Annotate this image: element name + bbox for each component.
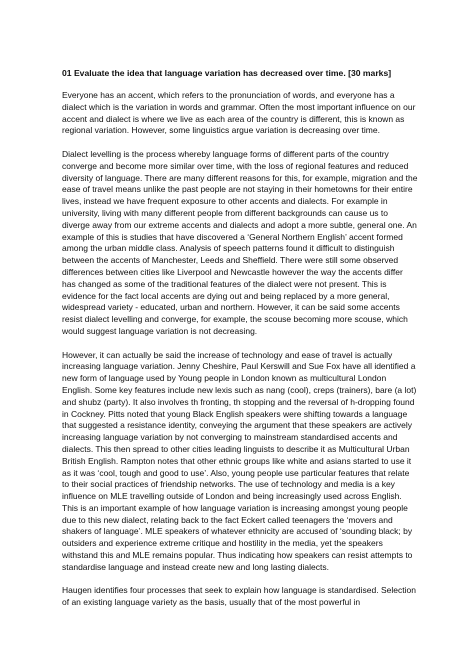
paragraph-haugen: Haugen identifies four processes that seek to explain how language is standardised. Selection of an existing language variety as the basis, usually that of the most powerful in [62, 585, 416, 608]
paragraph-mle: However, it can actually be said the increase of technology and ease of travel is actually increasing language variation. Jenny Cheshire, Paul Kerswill and Sue Fox have all identified a new form of language used by Young people in London known as multicultural London English. Some key features include new lexis such as nang (cool), creps (trainers), bare (a lot) and shubz (party). It also involves th fronting, th stopping and the reversal of h-dropping found in Cockney. Pitts noted that young Black English speakers were shifting towards a language that suggested a resistance identity, conveying the argument that these speakers are actively increasing language variation by not converging to mainstream standardised accents and dialects. This then spread to other cities leading linguists to describe it as Multicultural Urban British English. Rampton notes that other ethnic groups like white and asians started to use it as it was ‘cool, tough and good to use’. Also, young people use particular features that relate to their social practices of friendship networks. The use of technology and media is a key influence on MLE travelling outside of London and being increasingly used across English. This is an important example of how language variation is increasing amongst young people due to this new dialect, relating back to the fact Eckert called teenagers the ‘movers and shakers of language’. MLE speakers of whatever ethnicity are accused of ‘sounding black; by outsiders and experience extreme critique and hostility in the media, yet the speakers withstand this and MLE remains popular. Thus indicating how speakers can resist attempts to standardise language and instead create new and long lasting dialects. [62, 349, 417, 572]
paragraph-dialect-levelling: Dialect levelling is the process whereby language forms of different parts of the country converge and become more similar over time, with the loss of regional features and reduced diversity of language. There are many different reasons for this, for example, migration and the ease of travel means unlike the past people are not staying in their hometowns for their entire lives, instead we have frequent exposure to other accents and dialects. For example in university, living with many different people from different backgrounds can cause us to diverge away from our extreme accents and dialects and adopt a more subtle, general one. An example of this is studies that have discovered a ‘General Northern English’ accent formed among the urban middle class. Analysis of speech patterns found it difficult to distinguish between the accents of Manchester, Leeds and Sheffield. There were still some observed differences between cities like Liverpool and Newcastle however the way the accents differ has changed as some of the traditional features of the dialect were not present. This is evidence for the fact local accents are dying out and being replaced by a more general, widespread variety - educated, urban and northern. However, it can be said some accents resist dialect levelling and converge, for example, the scouse becoming more scouse, which would suggest language variation is not decreasing. [62, 148, 418, 336]
essay-title: 01 Evaluate the idea that language variation has decreased over time. [30 marks] [62, 68, 392, 78]
paragraph-intro: Everyone has an accent, which refers to the pronunciation of words, and everyone has a dialect which is the variation in words and grammar. Often the most important influence on our accent and dialect is where we live as each area of the country is different, this is known as regional variation. However, some linguistics argue variation is decreasing over time. [62, 90, 416, 136]
